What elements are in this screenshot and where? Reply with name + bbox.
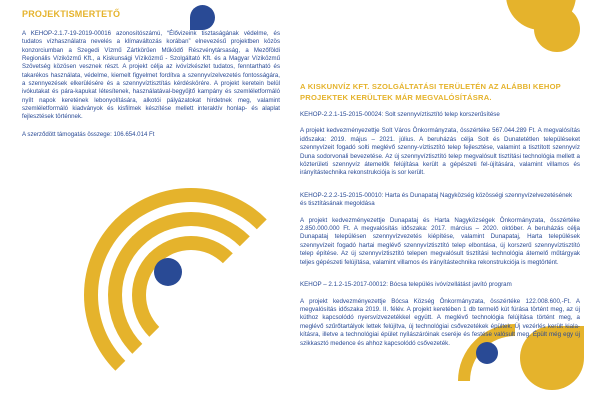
project-text: A projekt kedvezményezettje Dunapataj és Harta Nagyközségek Önkormányzata, összértéke 2.850.000.000 Ft. A megvalósítás időszaka: 2017. március – 2020. október. A beruházás célja Dunapataj településen szennyvízvezetés kiépítése, valamint Dunapataj, Harta települések szennyvízeit fogadó hartai meglévő szennyvíztisztító telep elbontása, új korszerű szennyvíztisztító telep építése. Az új szennyvíztisztító telepen megvalósult tisztítási technológia átemelő műtárgyak teljes gépészeti felújítása, valamint villamos és irányítástechnika rekonstrukciója is megtörtént. <box>300 216 580 266</box>
project-code: KEHOP-2.2.2-15-2015-00010: Harta és Dunapataj Nagyközség közösségi szennyvízelvezetésének és tisztításának megoldása <box>300 191 573 208</box>
project-text: A projekt kedvezményezettje Bócsa Község Önkormányzata, összértéke 122.008.600,-Ft. A megvalósítás időszaka 2019. II. félév. A projekt keretében 1 db termelő kút fúrása történt meg, az új kúthoz kapcsolódó nyersvízvezetékkel együtt. A meglévő technológia felújítása történt meg, a meglévő szűrőtartályok lettek felújítva, új technológiai csővezetékek épültek. Új vezérlés került kiala-kításra, illetve a technológiai épület nyílászáróinak cseréje és festése valósult meg. Épült még egy új szikkasztó medence és ahhoz kapcsolódó csővezeték. <box>300 297 580 347</box>
yellow-drop-decoration-small <box>534 6 580 52</box>
section-title: PROJEKTISMERTETŐ <box>22 9 121 19</box>
completed-projects-title: A KISKUNVÍZ KFT. SZOLGÁLTATÁSI TERÜLETÉN AZ ALÁBBI KEHOP PROJEKTEK KERÜLTEK MÁR MEGVALÓSÍTÁSRA. <box>300 82 561 102</box>
project-text: A projekt kedvezményezettje Solt Város Önkormányzata, összértéke 567.044.289 Ft. A megvalósítás időszaka: 2019. május – 2021. július. A beruházás célja Solt és Dunatetétlen településeket szennyvízeit fogadó solti meglévő szenny-víztisztító telep fejlesztése, valamint a tisztított szennyvíz Duna sodorvonali bevezetése. Az új szennyvíztisztító telep megvalósult tisztítási technológia mellett a közterületi szennyvíz átemelők felújítása került a gépészeti fel-újítására, valamint villamos és irányítástechnika rekonstrukciója is sor került. <box>300 127 580 177</box>
yellow-arc-decoration-inner <box>132 236 250 354</box>
completed-projects-column <box>300 81 580 348</box>
project-description-column <box>22 9 280 138</box>
project-code: KEHOP – 2.1.2-15-2017-00012: Bócsa település ivóvízellátást javító program <box>300 281 512 289</box>
project-description: A KEHOP-2.1.7-19-2019-00016 azonosítószámú, “Élővizeink tisztaságának védelme, és tudatos vízhasználatra nevelés a klímaváltozás korában” elnevezésű projektben közös konzorciumban a Szegedi Vízmű Zártkörűen Működő Részvénytársaság, a Mezőföldi Regionális Víziközmű Kft., a Kiskunsági Víziközmű - Szolgáltató Kft. és a Magyar Víziközmű Szövetség közösen vesznek részt. A projekt célja az ivóvízkészlet tudatos, fenntartható és takarékos használata, védelme, kiemelt figyelmet fordítva a szennyvízelvezetés fontosságára, a szennyezések elkerülésére és a szennyvíztisztítás kérdéskörére. A projekt keretein belül ivókutakat és pára-kapukat létesítenek, használatával-begyűjtő kampány és szemléletformáló nyílt napok keretének lebonyolítására, alkotói pályázatokat hirdetnek meg, valamint szemléletformáló kiadványok és kisfilmek készítése mellett interaktív honlap- és alaplat fejlesztések történnek. <box>22 30 280 121</box>
blue-dot-decoration <box>154 258 182 286</box>
project-code: KEHOP-2.2.1-15-2015-00024: Solt szennyvíztisztító telep korszerűsítése <box>300 111 500 118</box>
grant-amount: A szerződött támogatás összege: 106.654.014 Ft <box>22 130 155 138</box>
